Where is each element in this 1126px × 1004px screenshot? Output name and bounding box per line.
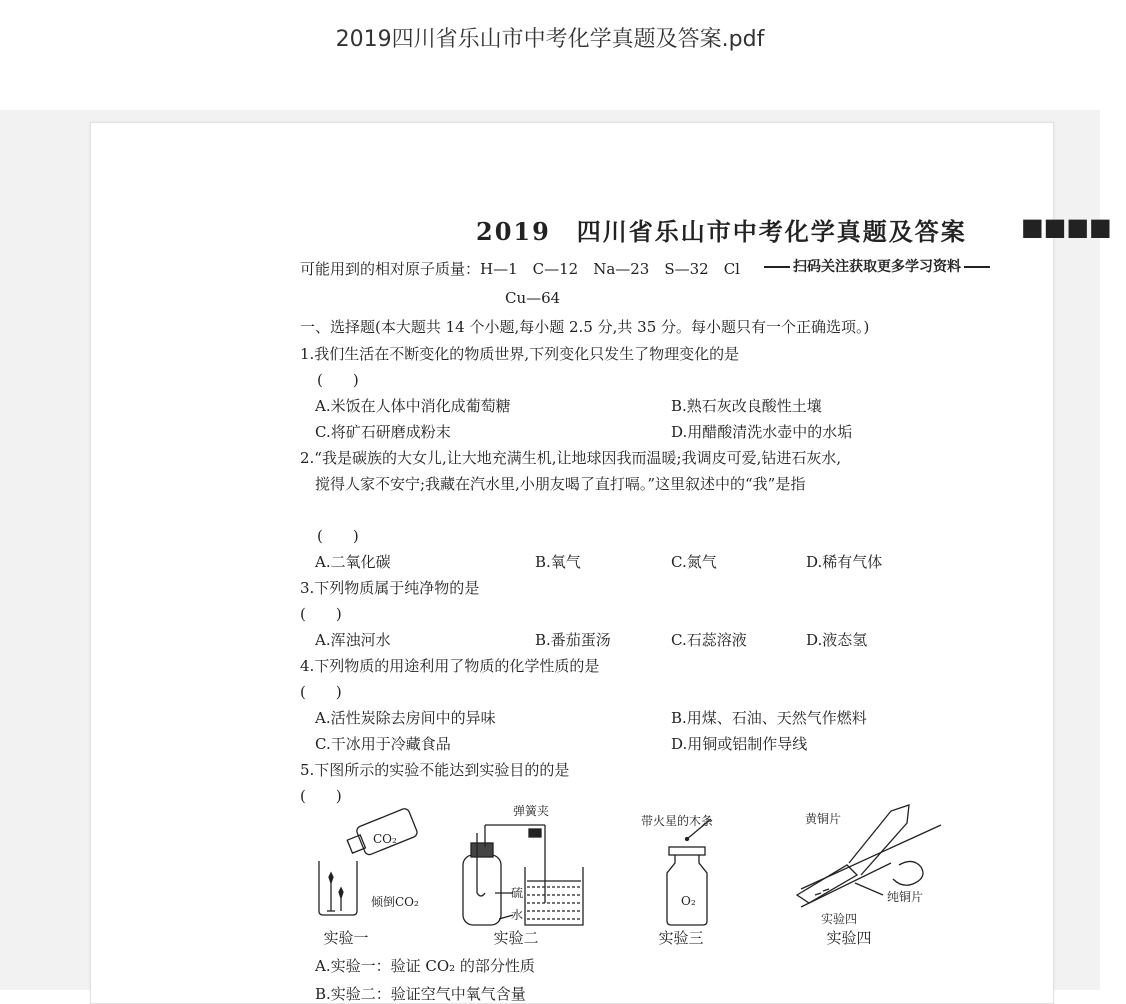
exp3-gas-label: O₂ xyxy=(681,894,696,908)
exp4-caption: 实验四 xyxy=(826,929,872,947)
q4-option-b: B.用煤、石油、天然气作燃料 xyxy=(671,709,867,727)
exp3-caption: 实验三 xyxy=(658,929,704,947)
scanned-exam-page xyxy=(91,123,1112,1003)
question-2-stem-cont: 搅得人家不安宁;我藏在汽水里,小朋友喝了直打嗝。”这里叙述中的“我”是指 xyxy=(315,475,806,493)
answer-paren: ( ) xyxy=(317,527,359,545)
pdf-viewer[interactable] xyxy=(0,110,1112,1003)
exp3-splint-label: 带火星的木条 xyxy=(641,814,714,828)
answer-paren: ( ) xyxy=(317,371,359,389)
exp2-sulfur-label: 硫 xyxy=(511,886,524,900)
q3-option-d: D.液态氢 xyxy=(806,631,868,649)
question-1-stem: 1.我们生活在不断变化的物质世界,下列变化只发生了物理变化的是 xyxy=(300,345,740,363)
qr-promo-banner xyxy=(761,256,993,276)
question-2-stem: 2.“我是碳族的大女儿,让大地充满生机,让地球因我而温暖;我调皮可爱,钻进石灰水, xyxy=(300,449,842,467)
q1-option-d: D.用醋酸清洗水壶中的水垢 xyxy=(671,423,853,441)
answer-paren: ( ) xyxy=(300,683,342,701)
q5-option-b: B.实验二：验证空气中氧气含量 xyxy=(315,985,526,1003)
q4-option-c: C.干冰用于冷藏食品 xyxy=(315,735,451,753)
question-3-stem: 3.下列物质属于纯净物的是 xyxy=(300,579,480,597)
exp4-brass-label: 黄铜片 xyxy=(805,812,842,826)
q4-option-d: D.用铜或铝制作导线 xyxy=(671,735,808,753)
experiments-figure xyxy=(301,803,941,953)
exp4-copper-label: 纯铜片 xyxy=(887,890,924,904)
section-heading: 一、选择题(本大题共 14 个小题,每小题 2.5 分,共 35 分。每小题只有一个正确选项。) xyxy=(300,318,870,336)
q3-option-a: A.浑浊河水 xyxy=(315,631,391,649)
document-title: 2019四川省乐山市中考化学真题及答案.pdf xyxy=(335,27,765,52)
q1-option-b: B.熟石灰改良酸性土壤 xyxy=(671,397,822,415)
q2-option-d: D.稀有气体 xyxy=(806,553,883,571)
q4-option-a: A.活性炭除去房间中的异味 xyxy=(315,709,496,727)
question-5-stem: 5.下图所示的实验不能达到实验目的的是 xyxy=(300,761,570,779)
exp1-bottle-label: CO₂ xyxy=(373,832,397,846)
q2-option-c: C.氮气 xyxy=(671,553,717,571)
q1-option-c: C.将矿石研磨成粉末 xyxy=(315,423,451,441)
document-header xyxy=(0,0,1100,110)
cropped-exam-heading: 2019 四川省乐山市中考化学真题及答案 ■■■■ xyxy=(476,212,1112,246)
q1-option-a: A.米饭在人体中消化成葡萄糖 xyxy=(315,397,511,415)
exp2-water-label: 水 xyxy=(511,908,524,922)
q3-option-c: C.石蕊溶液 xyxy=(671,631,747,649)
atomic-masses-line: 可能用到的相对原子质量：H—1 C—12 Na—23 S—32 Cl xyxy=(300,260,740,278)
exp1-caption: 实验一 xyxy=(323,929,369,947)
qr-promo-text: 扫码关注获取更多学习资料 xyxy=(793,259,961,275)
atomic-masses-continued: Cu—64 xyxy=(505,289,561,307)
question-4-stem: 4.下列物质的用途利用了物质的化学性质的是 xyxy=(300,657,600,675)
exp2-clamp-label: 弹簧夹 xyxy=(513,804,550,818)
pdf-page xyxy=(90,122,1112,1004)
q3-option-b: B.番茄蛋汤 xyxy=(535,631,611,649)
answer-paren: ( ) xyxy=(300,605,342,623)
exp2-caption: 实验二 xyxy=(493,929,539,947)
q5-option-a: A.实验一：验证 CO₂ 的部分性质 xyxy=(315,957,535,975)
exp4-sub-caption: 实验四 xyxy=(820,912,858,926)
experiment-3-diagram xyxy=(667,819,711,925)
answer-paren: ( ) xyxy=(300,787,342,805)
q2-option-b: B.氧气 xyxy=(535,553,581,571)
q2-option-a: A.二氧化碳 xyxy=(315,553,391,571)
exp1-pour-label: 倾倒CO₂ xyxy=(371,895,419,909)
